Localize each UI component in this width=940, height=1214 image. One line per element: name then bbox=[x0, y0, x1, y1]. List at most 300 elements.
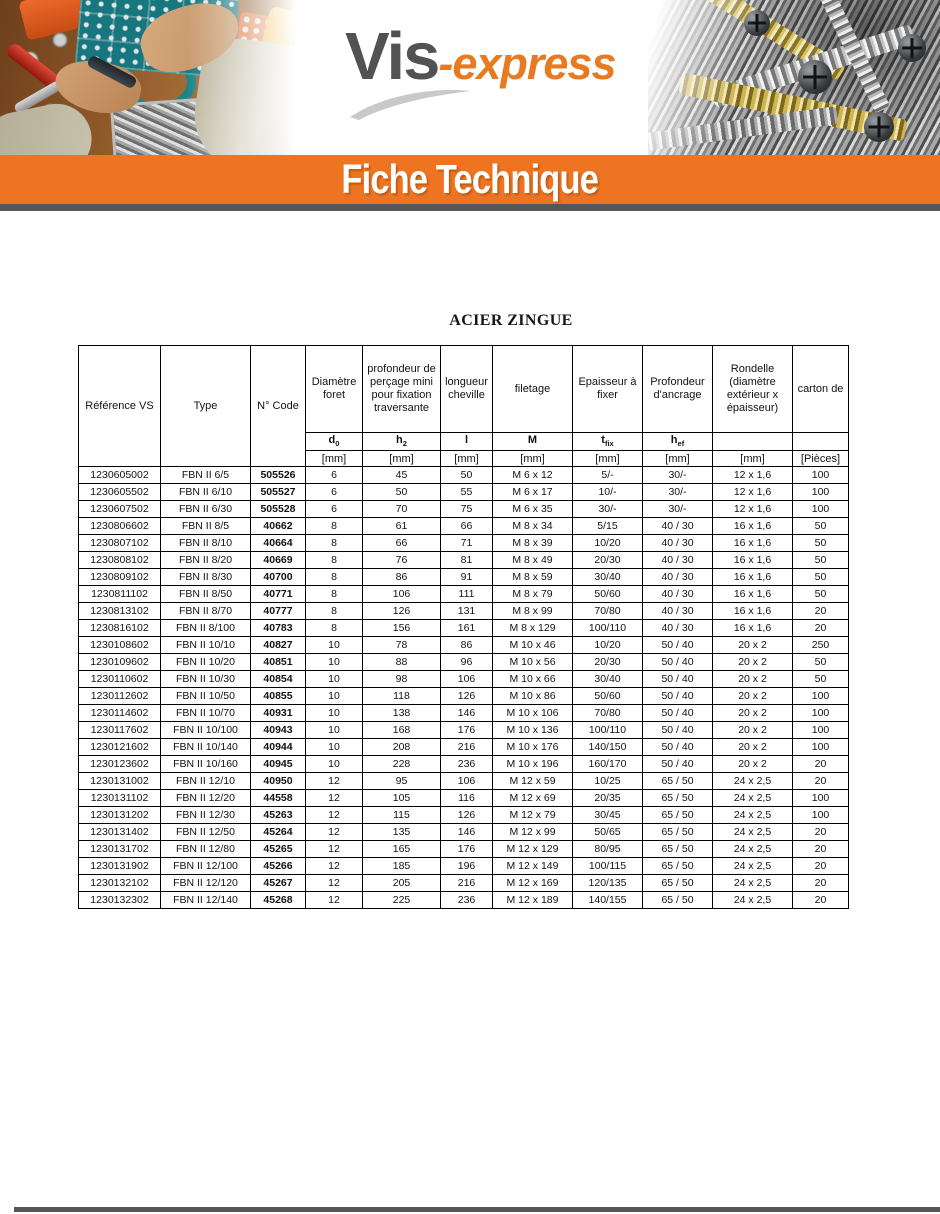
cell-rondelle: 20 x 2 bbox=[713, 739, 793, 756]
cell-carton: 100 bbox=[793, 722, 849, 739]
cell-code: 40855 bbox=[251, 688, 306, 705]
cell-l: 146 bbox=[441, 705, 493, 722]
screws-photo bbox=[648, 0, 940, 155]
cell-d0: 10 bbox=[306, 654, 363, 671]
cell-d0: 8 bbox=[306, 586, 363, 603]
cell-l: 81 bbox=[441, 552, 493, 569]
unit-cell: [mm] bbox=[441, 451, 493, 467]
cell-h2: 78 bbox=[363, 637, 441, 654]
cell-h2: 225 bbox=[363, 892, 441, 909]
cell-code: 40783 bbox=[251, 620, 306, 637]
cell-carton: 100 bbox=[793, 790, 849, 807]
cell-hef: 65 / 50 bbox=[643, 875, 713, 892]
cell-hef: 40 / 30 bbox=[643, 535, 713, 552]
cell-l: 126 bbox=[441, 688, 493, 705]
cell-l: 176 bbox=[441, 841, 493, 858]
cell-tfix: 50/65 bbox=[573, 824, 643, 841]
cell-reference: 1230112602 bbox=[79, 688, 161, 705]
cell-filetage: M 10 x 86 bbox=[493, 688, 573, 705]
unit-cell: [Pièces] bbox=[793, 451, 849, 467]
cell-rondelle: 24 x 2,5 bbox=[713, 875, 793, 892]
col-header-filetage: filetage bbox=[493, 346, 573, 433]
cell-d0: 10 bbox=[306, 637, 363, 654]
cell-code: 40669 bbox=[251, 552, 306, 569]
cell-code: 505527 bbox=[251, 484, 306, 501]
cell-tfix: 5/- bbox=[573, 467, 643, 484]
banner-title: Fiche Technique bbox=[341, 156, 599, 202]
cell-hef: 50 / 40 bbox=[643, 722, 713, 739]
cell-h2: 165 bbox=[363, 841, 441, 858]
cell-h2: 61 bbox=[363, 518, 441, 535]
cell-l: 50 bbox=[441, 467, 493, 484]
spec-table-body bbox=[79, 467, 849, 909]
cell-d0: 8 bbox=[306, 552, 363, 569]
cell-carton: 250 bbox=[793, 637, 849, 654]
cell-h2: 45 bbox=[363, 467, 441, 484]
cell-code: 40777 bbox=[251, 603, 306, 620]
cell-rondelle: 20 x 2 bbox=[713, 671, 793, 688]
symbol-l: l bbox=[441, 433, 493, 451]
cell-h2: 126 bbox=[363, 603, 441, 620]
cell-l: 131 bbox=[441, 603, 493, 620]
table-row bbox=[79, 790, 849, 807]
cell-filetage: M 8 x 99 bbox=[493, 603, 573, 620]
cell-type: FBN II 10/20 bbox=[161, 654, 251, 671]
cell-hef: 40 / 30 bbox=[643, 518, 713, 535]
cell-hef: 40 / 30 bbox=[643, 552, 713, 569]
cell-l: 91 bbox=[441, 569, 493, 586]
cell-rondelle: 24 x 2,5 bbox=[713, 858, 793, 875]
symbol-hef: $h_{ef}$ bbox=[643, 433, 713, 451]
cell-h2: 66 bbox=[363, 535, 441, 552]
cell-carton: 50 bbox=[793, 535, 849, 552]
cell-carton: 20 bbox=[793, 824, 849, 841]
col-header-rondelle: Rondelle (diamètre extérieur x épaisseur) bbox=[713, 346, 793, 433]
cell-type: FBN II 8/5 bbox=[161, 518, 251, 535]
cell-h2: 106 bbox=[363, 586, 441, 603]
cell-l: 236 bbox=[441, 892, 493, 909]
cell-code: 45268 bbox=[251, 892, 306, 909]
cell-type: FBN II 8/70 bbox=[161, 603, 251, 620]
cell-carton: 20 bbox=[793, 756, 849, 773]
table-row bbox=[79, 535, 849, 552]
cell-filetage: M 12 x 99 bbox=[493, 824, 573, 841]
symbol-M: M bbox=[493, 433, 573, 451]
cell-type: FBN II 10/50 bbox=[161, 688, 251, 705]
cell-tfix: 140/150 bbox=[573, 739, 643, 756]
col-header-profondeur-percage: profondeur de perçage mini pour fixation traversante bbox=[363, 346, 441, 433]
cell-l: 111 bbox=[441, 586, 493, 603]
cell-filetage: M 6 x 17 bbox=[493, 484, 573, 501]
cell-rondelle: 20 x 2 bbox=[713, 756, 793, 773]
cell-hef: 65 / 50 bbox=[643, 807, 713, 824]
cell-tfix: 10/20 bbox=[573, 637, 643, 654]
cell-type: FBN II 12/20 bbox=[161, 790, 251, 807]
cell-carton: 100 bbox=[793, 467, 849, 484]
cell-type: FBN II 12/80 bbox=[161, 841, 251, 858]
cell-filetage: M 10 x 46 bbox=[493, 637, 573, 654]
cell-rondelle: 24 x 2,5 bbox=[713, 892, 793, 909]
photo-fade bbox=[648, 0, 940, 155]
cell-carton: 50 bbox=[793, 654, 849, 671]
unit-cell: [mm] bbox=[363, 451, 441, 467]
cell-h2: 98 bbox=[363, 671, 441, 688]
cell-carton: 100 bbox=[793, 807, 849, 824]
cell-d0: 12 bbox=[306, 824, 363, 841]
cell-l: 86 bbox=[441, 637, 493, 654]
cell-type: FBN II 12/120 bbox=[161, 875, 251, 892]
unit-cell: [mm] bbox=[573, 451, 643, 467]
cell-d0: 6 bbox=[306, 484, 363, 501]
cell-rondelle: 20 x 2 bbox=[713, 654, 793, 671]
cell-reference: 1230132102 bbox=[79, 875, 161, 892]
cell-reference: 1230131202 bbox=[79, 807, 161, 824]
table-row bbox=[79, 773, 849, 790]
cell-h2: 156 bbox=[363, 620, 441, 637]
cell-tfix: 20/35 bbox=[573, 790, 643, 807]
bottom-divider bbox=[14, 1207, 940, 1212]
cell-reference: 1230108602 bbox=[79, 637, 161, 654]
col-header-carton: carton de bbox=[793, 346, 849, 433]
cell-carton: 50 bbox=[793, 671, 849, 688]
cell-rondelle: 16 x 1,6 bbox=[713, 620, 793, 637]
cell-tfix: 100/110 bbox=[573, 620, 643, 637]
cell-rondelle: 24 x 2,5 bbox=[713, 773, 793, 790]
cell-type: FBN II 8/20 bbox=[161, 552, 251, 569]
cell-reference: 1230132302 bbox=[79, 892, 161, 909]
cell-reference: 1230605002 bbox=[79, 467, 161, 484]
cell-tfix: 10/20 bbox=[573, 535, 643, 552]
section-title: ACIER ZINGUE bbox=[449, 312, 573, 329]
cell-tfix: 30/40 bbox=[573, 569, 643, 586]
cell-code: 40664 bbox=[251, 535, 306, 552]
col-header-reference: Référence VS bbox=[79, 346, 161, 467]
cell-rondelle: 12 x 1,6 bbox=[713, 484, 793, 501]
cell-tfix: 120/135 bbox=[573, 875, 643, 892]
table-row bbox=[79, 501, 849, 518]
cell-reference: 1230816102 bbox=[79, 620, 161, 637]
cell-reference: 1230109602 bbox=[79, 654, 161, 671]
cell-filetage: M 8 x 79 bbox=[493, 586, 573, 603]
cell-code: 44558 bbox=[251, 790, 306, 807]
cell-carton: 100 bbox=[793, 705, 849, 722]
cell-code: 40827 bbox=[251, 637, 306, 654]
cell-tfix: 10/25 bbox=[573, 773, 643, 790]
logo-swoosh bbox=[347, 86, 475, 124]
cell-tfix: 70/80 bbox=[573, 705, 643, 722]
cell-l: 71 bbox=[441, 535, 493, 552]
cell-hef: 65 / 50 bbox=[643, 790, 713, 807]
table-row bbox=[79, 671, 849, 688]
table-row bbox=[79, 841, 849, 858]
cell-d0: 8 bbox=[306, 535, 363, 552]
cell-d0: 12 bbox=[306, 790, 363, 807]
cell-filetage: M 12 x 69 bbox=[493, 790, 573, 807]
cell-l: 75 bbox=[441, 501, 493, 518]
cell-h2: 135 bbox=[363, 824, 441, 841]
cell-code: 45267 bbox=[251, 875, 306, 892]
cell-tfix: 140/155 bbox=[573, 892, 643, 909]
table-row bbox=[79, 654, 849, 671]
cell-rondelle: 16 x 1,6 bbox=[713, 603, 793, 620]
cell-l: 116 bbox=[441, 790, 493, 807]
cell-hef: 40 / 30 bbox=[643, 603, 713, 620]
cell-h2: 208 bbox=[363, 739, 441, 756]
cell-hef: 50 / 40 bbox=[643, 705, 713, 722]
banner-divider bbox=[0, 204, 940, 211]
spec-table bbox=[78, 345, 849, 909]
symbol-tfix: $t_{fix}$ bbox=[573, 433, 643, 451]
cell-reference: 1230807102 bbox=[79, 535, 161, 552]
cell-tfix: 50/60 bbox=[573, 688, 643, 705]
table-row bbox=[79, 586, 849, 603]
col-header-code: N° Code bbox=[251, 346, 306, 467]
cell-code: 45264 bbox=[251, 824, 306, 841]
banner bbox=[0, 155, 940, 204]
cell-tfix: 5/15 bbox=[573, 518, 643, 535]
table-row bbox=[79, 688, 849, 705]
cell-filetage: M 10 x 176 bbox=[493, 739, 573, 756]
cell-filetage: M 12 x 169 bbox=[493, 875, 573, 892]
cell-l: 55 bbox=[441, 484, 493, 501]
cell-hef: 65 / 50 bbox=[643, 841, 713, 858]
cell-l: 146 bbox=[441, 824, 493, 841]
cell-tfix: 10/- bbox=[573, 484, 643, 501]
cell-carton: 20 bbox=[793, 875, 849, 892]
cell-d0: 12 bbox=[306, 892, 363, 909]
cell-hef: 50 / 40 bbox=[643, 671, 713, 688]
cell-hef: 50 / 40 bbox=[643, 756, 713, 773]
cell-rondelle: 20 x 2 bbox=[713, 688, 793, 705]
cell-l: 216 bbox=[441, 739, 493, 756]
table-row bbox=[79, 807, 849, 824]
cell-type: FBN II 10/30 bbox=[161, 671, 251, 688]
table-row bbox=[79, 518, 849, 535]
cell-code: 45266 bbox=[251, 858, 306, 875]
cell-rondelle: 24 x 2,5 bbox=[713, 790, 793, 807]
cell-rondelle: 24 x 2,5 bbox=[713, 841, 793, 858]
cell-rondelle: 20 x 2 bbox=[713, 637, 793, 654]
cell-carton: 50 bbox=[793, 586, 849, 603]
cell-l: 106 bbox=[441, 773, 493, 790]
cell-type: FBN II 10/100 bbox=[161, 722, 251, 739]
cell-d0: 10 bbox=[306, 739, 363, 756]
cell-hef: 40 / 30 bbox=[643, 620, 713, 637]
workbench-photo bbox=[0, 0, 302, 155]
cell-d0: 10 bbox=[306, 688, 363, 705]
cell-filetage: M 6 x 35 bbox=[493, 501, 573, 518]
cell-hef: 30/- bbox=[643, 501, 713, 518]
cell-type: FBN II 12/10 bbox=[161, 773, 251, 790]
cell-rondelle: 20 x 2 bbox=[713, 705, 793, 722]
cell-hef: 40 / 30 bbox=[643, 586, 713, 603]
cell-tfix: 30/40 bbox=[573, 671, 643, 688]
cell-reference: 1230131402 bbox=[79, 824, 161, 841]
cell-d0: 8 bbox=[306, 620, 363, 637]
cell-filetage: M 10 x 196 bbox=[493, 756, 573, 773]
table-row bbox=[79, 467, 849, 484]
cell-l: 126 bbox=[441, 807, 493, 824]
table-row bbox=[79, 756, 849, 773]
cell-d0: 12 bbox=[306, 875, 363, 892]
cell-filetage: M 8 x 129 bbox=[493, 620, 573, 637]
cell-carton: 20 bbox=[793, 773, 849, 790]
vis-express-logo bbox=[305, 0, 643, 155]
cell-tfix: 50/60 bbox=[573, 586, 643, 603]
cell-tfix: 20/30 bbox=[573, 654, 643, 671]
cell-carton: 100 bbox=[793, 484, 849, 501]
table-row bbox=[79, 858, 849, 875]
cell-l: 161 bbox=[441, 620, 493, 637]
cell-h2: 115 bbox=[363, 807, 441, 824]
cell-l: 106 bbox=[441, 671, 493, 688]
cell-reference: 1230131102 bbox=[79, 790, 161, 807]
cell-type: FBN II 6/30 bbox=[161, 501, 251, 518]
cell-d0: 12 bbox=[306, 841, 363, 858]
cell-reference: 1230123602 bbox=[79, 756, 161, 773]
cell-filetage: M 10 x 136 bbox=[493, 722, 573, 739]
cell-type: FBN II 10/70 bbox=[161, 705, 251, 722]
cell-filetage: M 12 x 129 bbox=[493, 841, 573, 858]
cell-d0: 12 bbox=[306, 773, 363, 790]
cell-d0: 8 bbox=[306, 518, 363, 535]
cell-filetage: M 10 x 56 bbox=[493, 654, 573, 671]
cell-filetage: M 8 x 39 bbox=[493, 535, 573, 552]
cell-carton: 50 bbox=[793, 569, 849, 586]
cell-type: FBN II 10/160 bbox=[161, 756, 251, 773]
cell-reference: 1230809102 bbox=[79, 569, 161, 586]
symbol-d0: $d_0$ bbox=[306, 433, 363, 451]
cell-reference: 1230114602 bbox=[79, 705, 161, 722]
cell-rondelle: 16 x 1,6 bbox=[713, 552, 793, 569]
cell-hef: 50 / 40 bbox=[643, 654, 713, 671]
cell-type: FBN II 12/30 bbox=[161, 807, 251, 824]
col-header-epaisseur: Epaisseur à fixer bbox=[573, 346, 643, 433]
cell-type: FBN II 8/10 bbox=[161, 535, 251, 552]
cell-rondelle: 16 x 1,6 bbox=[713, 586, 793, 603]
cell-h2: 86 bbox=[363, 569, 441, 586]
cell-reference: 1230121602 bbox=[79, 739, 161, 756]
cell-carton: 20 bbox=[793, 858, 849, 875]
cell-filetage: M 8 x 34 bbox=[493, 518, 573, 535]
table-row bbox=[79, 620, 849, 637]
symbol-h2: $h_2$ bbox=[363, 433, 441, 451]
cell-carton: 100 bbox=[793, 739, 849, 756]
cell-l: 196 bbox=[441, 858, 493, 875]
col-header-profondeur-ancrage: Profondeur d'ancrage bbox=[643, 346, 713, 433]
cell-hef: 65 / 50 bbox=[643, 858, 713, 875]
cell-rondelle: 24 x 2,5 bbox=[713, 807, 793, 824]
col-header-longueur-cheville: longueur cheville bbox=[441, 346, 493, 433]
header bbox=[0, 0, 940, 155]
cell-hef: 50 / 40 bbox=[643, 688, 713, 705]
unit-cell: [mm] bbox=[493, 451, 573, 467]
table-row bbox=[79, 552, 849, 569]
cell-tfix: 100/110 bbox=[573, 722, 643, 739]
cell-carton: 20 bbox=[793, 620, 849, 637]
cell-reference: 1230131002 bbox=[79, 773, 161, 790]
unit-cell: [mm] bbox=[306, 451, 363, 467]
cell-filetage: M 12 x 79 bbox=[493, 807, 573, 824]
cell-d0: 6 bbox=[306, 467, 363, 484]
table-row bbox=[79, 824, 849, 841]
cell-carton: 20 bbox=[793, 603, 849, 620]
cell-type: FBN II 6/10 bbox=[161, 484, 251, 501]
cell-carton: 50 bbox=[793, 518, 849, 535]
cell-rondelle: 24 x 2,5 bbox=[713, 824, 793, 841]
cell-l: 236 bbox=[441, 756, 493, 773]
cell-d0: 8 bbox=[306, 569, 363, 586]
cell-rondelle: 16 x 1,6 bbox=[713, 569, 793, 586]
cell-h2: 76 bbox=[363, 552, 441, 569]
logo-text-vis: Vis bbox=[345, 19, 439, 94]
cell-filetage: M 12 x 189 bbox=[493, 892, 573, 909]
cell-hef: 30/- bbox=[643, 467, 713, 484]
cell-d0: 12 bbox=[306, 807, 363, 824]
cell-reference: 1230813102 bbox=[79, 603, 161, 620]
cell-d0: 10 bbox=[306, 705, 363, 722]
cell-hef: 50 / 40 bbox=[643, 739, 713, 756]
cell-rondelle: 16 x 1,6 bbox=[713, 535, 793, 552]
cell-reference: 1230607502 bbox=[79, 501, 161, 518]
cell-d0: 10 bbox=[306, 756, 363, 773]
cell-rondelle: 12 x 1,6 bbox=[713, 501, 793, 518]
cell-h2: 138 bbox=[363, 705, 441, 722]
cell-h2: 168 bbox=[363, 722, 441, 739]
cell-carton: 20 bbox=[793, 841, 849, 858]
cell-reference: 1230605502 bbox=[79, 484, 161, 501]
unit-cell: [mm] bbox=[713, 451, 793, 467]
cell-code: 40771 bbox=[251, 586, 306, 603]
cell-tfix: 30/45 bbox=[573, 807, 643, 824]
cell-hef: 65 / 50 bbox=[643, 773, 713, 790]
cell-tfix: 80/95 bbox=[573, 841, 643, 858]
cell-type: FBN II 10/140 bbox=[161, 739, 251, 756]
cell-filetage: M 12 x 59 bbox=[493, 773, 573, 790]
cell-h2: 228 bbox=[363, 756, 441, 773]
cell-code: 505526 bbox=[251, 467, 306, 484]
cell-code: 40943 bbox=[251, 722, 306, 739]
cell-h2: 88 bbox=[363, 654, 441, 671]
table-row bbox=[79, 603, 849, 620]
cell-h2: 95 bbox=[363, 773, 441, 790]
cell-rondelle: 16 x 1,6 bbox=[713, 518, 793, 535]
symbol-empty bbox=[713, 433, 793, 451]
cell-carton: 100 bbox=[793, 501, 849, 518]
cell-filetage: M 12 x 149 bbox=[493, 858, 573, 875]
cell-reference: 1230131902 bbox=[79, 858, 161, 875]
cell-code: 40950 bbox=[251, 773, 306, 790]
cell-l: 66 bbox=[441, 518, 493, 535]
cell-carton: 50 bbox=[793, 552, 849, 569]
cell-l: 216 bbox=[441, 875, 493, 892]
cell-hef: 40 / 30 bbox=[643, 569, 713, 586]
logo-text-express: -express bbox=[438, 38, 616, 89]
cell-h2: 105 bbox=[363, 790, 441, 807]
table-row bbox=[79, 892, 849, 909]
cell-type: FBN II 8/50 bbox=[161, 586, 251, 603]
col-header-diametre-foret: Diamètre foret bbox=[306, 346, 363, 433]
cell-code: 45265 bbox=[251, 841, 306, 858]
cell-code: 40944 bbox=[251, 739, 306, 756]
unit-cell: [mm] bbox=[643, 451, 713, 467]
cell-reference: 1230811102 bbox=[79, 586, 161, 603]
cell-tfix: 70/80 bbox=[573, 603, 643, 620]
cell-tfix: 160/170 bbox=[573, 756, 643, 773]
cell-d0: 8 bbox=[306, 603, 363, 620]
cell-filetage: M 8 x 49 bbox=[493, 552, 573, 569]
cell-reference: 1230806602 bbox=[79, 518, 161, 535]
